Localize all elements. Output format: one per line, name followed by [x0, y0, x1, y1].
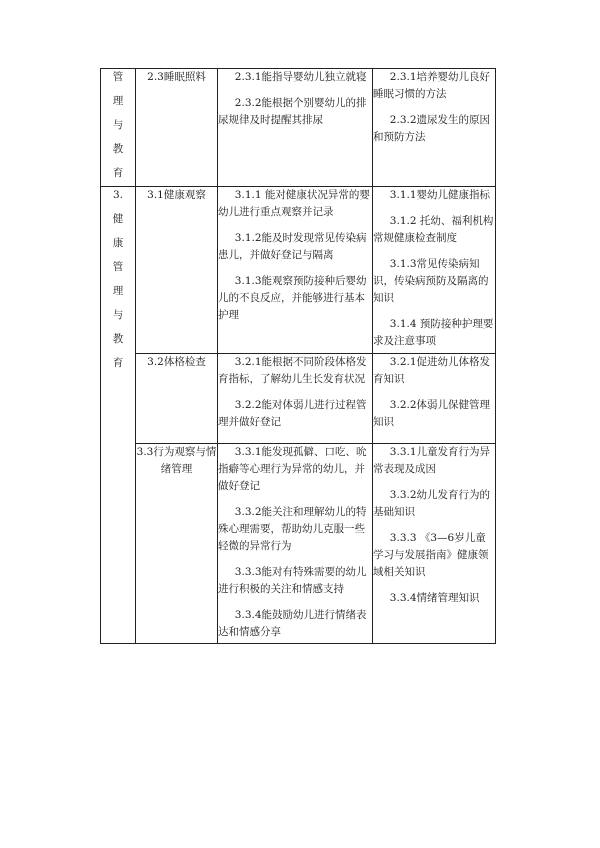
category-char: 3.: [112, 189, 124, 201]
category-char: 育: [112, 167, 124, 179]
subcategory-cell: 3.3行为观察与情绪管理: [136, 444, 218, 644]
skill-item: 3.2.2能对体弱儿进行过程管理并做好登记: [218, 399, 367, 428]
skill-cell: [218, 354, 373, 444]
knowledge-item: 3.1.2 托幼、福利机构常规健康检查制度: [373, 215, 494, 244]
knowledge-item: 3.2.1促进幼儿体格发育知识: [373, 356, 491, 385]
knowledge-item: 3.3.2幼儿发育行为的基础知识: [373, 489, 491, 518]
skill-item: 2.3.2能根据个别婴幼儿的排尿规律及时提醒其排尿: [218, 97, 367, 126]
category-cell-2: [101, 69, 136, 187]
category-char: 教: [112, 143, 124, 155]
skill-item: 3.1.3能观察预防接种后婴幼儿的不良反应，并能够进行基本护理: [218, 275, 367, 321]
knowledge-cell: [373, 69, 496, 187]
category-char: 理: [112, 95, 124, 107]
table-row: [101, 69, 496, 187]
subcategory-cell: 2.3睡眠照料: [136, 69, 218, 187]
knowledge-cell: [373, 444, 496, 644]
category-char: 教: [112, 333, 124, 345]
skill-item: 3.3.4能鼓励幼儿进行情绪表达和情感分享: [218, 609, 367, 638]
category-char: 健: [112, 213, 124, 225]
knowledge-item: 2.3.1培养婴幼儿良好睡眠习惯的方法: [373, 71, 491, 100]
skill-item: 3.3.1能发现孤僻、口吃、吮指癖等心理行为异常的幼儿，并做好登记: [218, 446, 367, 492]
subcategory-cell: 3.2体格检查: [136, 354, 218, 444]
knowledge-item: 3.3.4情绪管理知识: [389, 592, 480, 604]
category-char: 与: [112, 309, 124, 321]
category-char: 与: [112, 119, 124, 131]
skill-item: 3.1.1 能对健康状况异常的婴幼儿进行重点观察并记录: [218, 189, 370, 218]
skill-cell: [218, 444, 373, 644]
skill-cell: [218, 69, 373, 187]
knowledge-item: 3.1.4 预防接种护理要求及注意事项: [373, 318, 494, 347]
skill-item: 3.1.2能及时发现常见传染病患儿，并做好登记与隔离: [218, 232, 367, 261]
knowledge-cell: [373, 354, 496, 444]
subcategory-cell: 3.1健康观察: [136, 187, 218, 354]
category-char: 管: [112, 261, 124, 273]
category-cell-3: [101, 187, 136, 644]
knowledge-item: 2.3.2遗尿发生的原因和预防方法: [373, 114, 491, 143]
knowledge-cell: [373, 187, 496, 354]
table-row: [101, 187, 496, 354]
table-row: [101, 444, 496, 644]
category-char: 管: [112, 71, 124, 83]
knowledge-item: 3.2.2体弱儿保健管理知识: [373, 399, 491, 428]
knowledge-item: 3.3.1儿童发育行为异常表现及成因: [373, 446, 491, 475]
knowledge-item: 3.1.3常见传染病知识，传染病预防及隔离的知识: [373, 258, 489, 304]
knowledge-item: 3.1.1婴幼儿健康指标: [389, 189, 491, 201]
category-char: 康: [112, 237, 124, 249]
knowledge-item: 3.3.3 《3—6岁儿童学习与发展指南》健康领域相关知识: [373, 532, 489, 578]
skill-item: 3.2.1能根据不同阶段体格发育指标，了解幼儿生长发育状况: [218, 356, 367, 385]
category-char: 育: [112, 357, 124, 369]
skill-item: 2.3.1能指导婴幼儿独立就寝: [234, 71, 367, 83]
skill-item: 3.3.2能关注和理解幼儿的特殊心理需要，帮助幼儿克服一些轻微的异常行为: [218, 506, 367, 552]
standard-table: [100, 68, 496, 644]
skill-cell: [218, 187, 373, 354]
table-row: [101, 354, 496, 444]
skill-item: 3.3.3能对有特殊需要的幼儿进行积极的关注和情感支持: [218, 566, 367, 595]
category-char: 理: [112, 285, 124, 297]
